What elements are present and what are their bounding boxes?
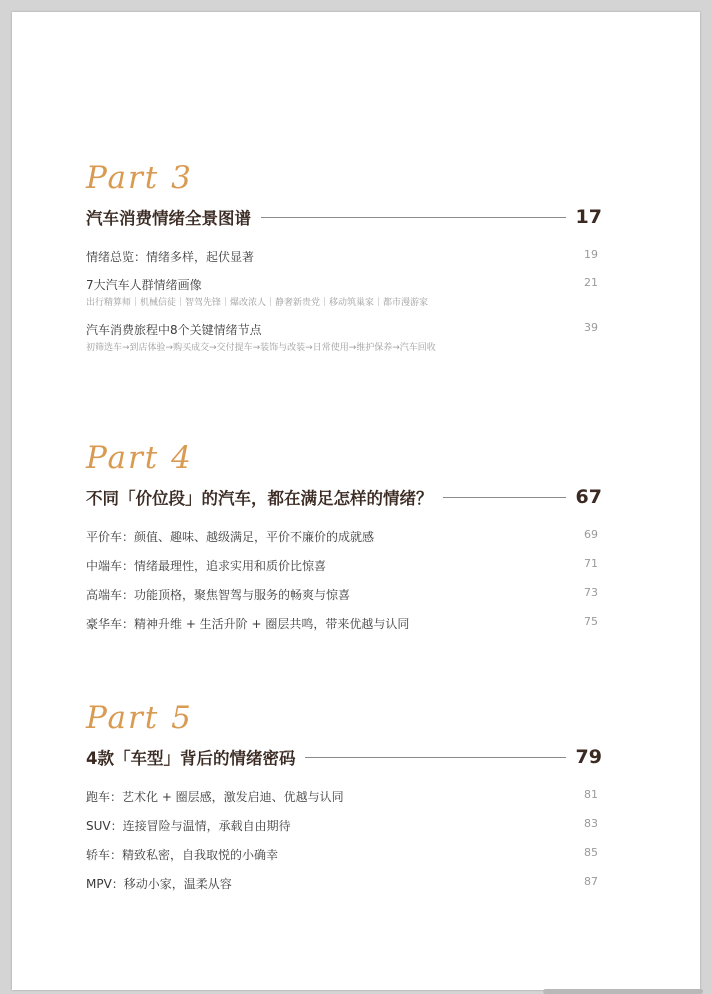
divider bbox=[261, 217, 566, 218]
document-page bbox=[12, 12, 700, 990]
section-title: 4款「车型」背后的情绪密码 bbox=[86, 749, 296, 768]
entry-page-number: 75 bbox=[584, 615, 598, 628]
part-label: Part 5 bbox=[86, 700, 193, 736]
section-heading[interactable] bbox=[86, 485, 602, 509]
entry-subtitle: 出行精算师｜机械信徒｜智驾先锋｜爆改浓人｜静奢新贵党｜移动筑巢家｜都市漫游家 bbox=[86, 298, 429, 308]
horizontal-scrollbar[interactable] bbox=[543, 989, 703, 994]
entry-title: 中端车：情绪最理性，追求实用和质价比惊喜 bbox=[86, 559, 327, 573]
section-page-number: 67 bbox=[575, 486, 602, 508]
part-label: Part 3 bbox=[86, 160, 193, 196]
entry-title: 汽车消费旅程中8个关键情绪节点 bbox=[86, 323, 262, 337]
entry-subtitle: 初筛选车→到店体验→购买成交→交付提车→装饰与改装→日常使用→维护保养→汽车回收 bbox=[86, 343, 436, 353]
entry-title: 跑车：艺术化 + 圈层感，激发启迪、优越与认同 bbox=[86, 790, 344, 804]
section-page-number: 79 bbox=[575, 746, 602, 768]
entry-page-number: 19 bbox=[584, 248, 598, 261]
entry-page-number: 81 bbox=[584, 788, 598, 801]
entry-page-number: 39 bbox=[584, 321, 598, 334]
entry-title: MPV：移动小家，温柔从容 bbox=[86, 877, 232, 891]
section-page-number: 17 bbox=[575, 206, 602, 228]
entry-page-number: 87 bbox=[584, 875, 598, 888]
section-heading[interactable] bbox=[86, 205, 602, 229]
section-title: 不同「价位段」的汽车，都在满足怎样的情绪？ bbox=[86, 489, 433, 508]
entry-title: 豪华车：精神升维 + 生活升阶 + 圈层共鸣，带来优越与认同 bbox=[86, 617, 410, 631]
section-heading[interactable] bbox=[86, 745, 602, 769]
entry-title: 平价车：颜值、趣味、越级满足，平价不廉价的成就感 bbox=[86, 530, 375, 544]
entry-page-number: 69 bbox=[584, 528, 598, 541]
entry-page-number: 73 bbox=[584, 586, 598, 599]
entry-title: 7大汽车人群情绪画像 bbox=[86, 278, 202, 292]
entry-page-number: 71 bbox=[584, 557, 598, 570]
entry-page-number: 83 bbox=[584, 817, 598, 830]
entry-page-number: 85 bbox=[584, 846, 598, 859]
section-title: 汽车消费情绪全景图谱 bbox=[86, 209, 251, 228]
entry-title: 高端车：功能顶格，聚焦智驾与服务的畅爽与惊喜 bbox=[86, 588, 351, 602]
divider bbox=[305, 757, 565, 758]
entry-title: 情绪总览：情绪多样，起伏显著 bbox=[86, 250, 255, 264]
part-label: Part 4 bbox=[86, 440, 193, 476]
divider bbox=[443, 497, 566, 498]
entry-title: 轿车：精致私密，自我取悦的小确幸 bbox=[86, 848, 279, 862]
entry-page-number: 21 bbox=[584, 276, 598, 289]
entry-title: SUV：连接冒险与温情，承载自由期待 bbox=[86, 819, 291, 833]
